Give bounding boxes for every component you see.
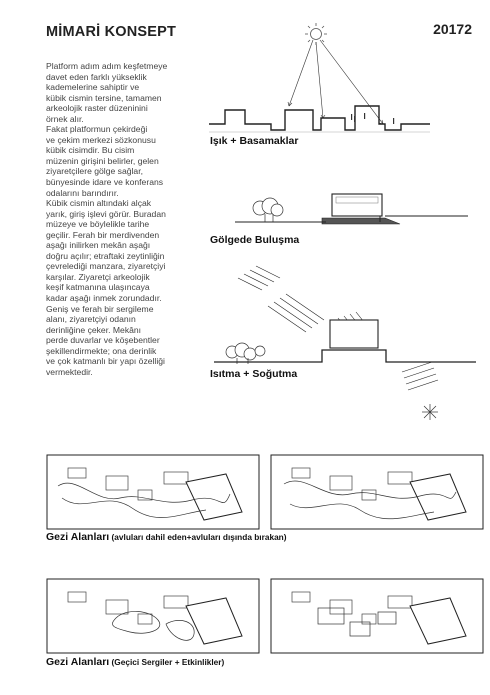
plan-1a — [46, 454, 260, 530]
climate-diagram — [210, 266, 478, 431]
plan-1b — [270, 454, 484, 530]
tree-icon — [226, 343, 265, 364]
plans-row2-caption: Gezi Alanları (Geçici Sergiler + Etkinlikler) — [46, 656, 225, 668]
climate-caption: Isıtma + Soğutma — [210, 368, 298, 380]
concept-text: Platform adım adım keşfetmeye davet eden farklı yükseklik kademelerine sahiptir ve kübik cismin tersine, tamamen arkeolojik raster düzeninini örnek alır. Fakat platformun çekirdeği ve çekim merkezi sözkonusu kübik cisimdir. Bu cisim müzenin girişini belirler, gelen ziyaretçilere gölge sağlar, bünyesinde idare ve konferans odalarını barındırır. Kübik cismin altındaki alçak yarık, giriş işlevi görür. Buradan müzeye ve böylelikle tarihe geçilir. Ferah bir merdivenden aşağı inilirken mekân aşağı doğru açılır; etraftaki zeytinliğin çevrelediği manzara, ziyaretçiyi karşılar. Ziyaretçi arkeolojik keşif katmanına ulaşıncaya kadar aşağı inmek zorundadır. Geniş ve ferah bir sergileme alanı, ziyaretçiyi odanın derinliğine çeker. Mekânı perde duvarlar ve köşebentler şekillendirmekte; ona derinlik ve çok katmanlı bir yapı özelliği vermektedir. — [46, 61, 168, 377]
page-title: MİMARİ KONSEPT — [46, 24, 177, 40]
shade-diagram — [230, 180, 470, 230]
plan-2a — [46, 578, 260, 654]
snowflake-icon — [422, 404, 438, 420]
light-caption: Işık + Basamaklar — [210, 135, 299, 147]
shade-caption: Gölgede Buluşma — [210, 234, 300, 246]
plans-row1-caption: Gezi Alanları (avluları dahil eden+avluları dışında bırakan) — [46, 531, 287, 543]
sun-icon — [305, 23, 327, 45]
page-number: 20172 — [433, 21, 472, 37]
light-diagram — [205, 18, 475, 140]
plan-2b — [270, 578, 484, 654]
tree-icon — [253, 198, 283, 222]
